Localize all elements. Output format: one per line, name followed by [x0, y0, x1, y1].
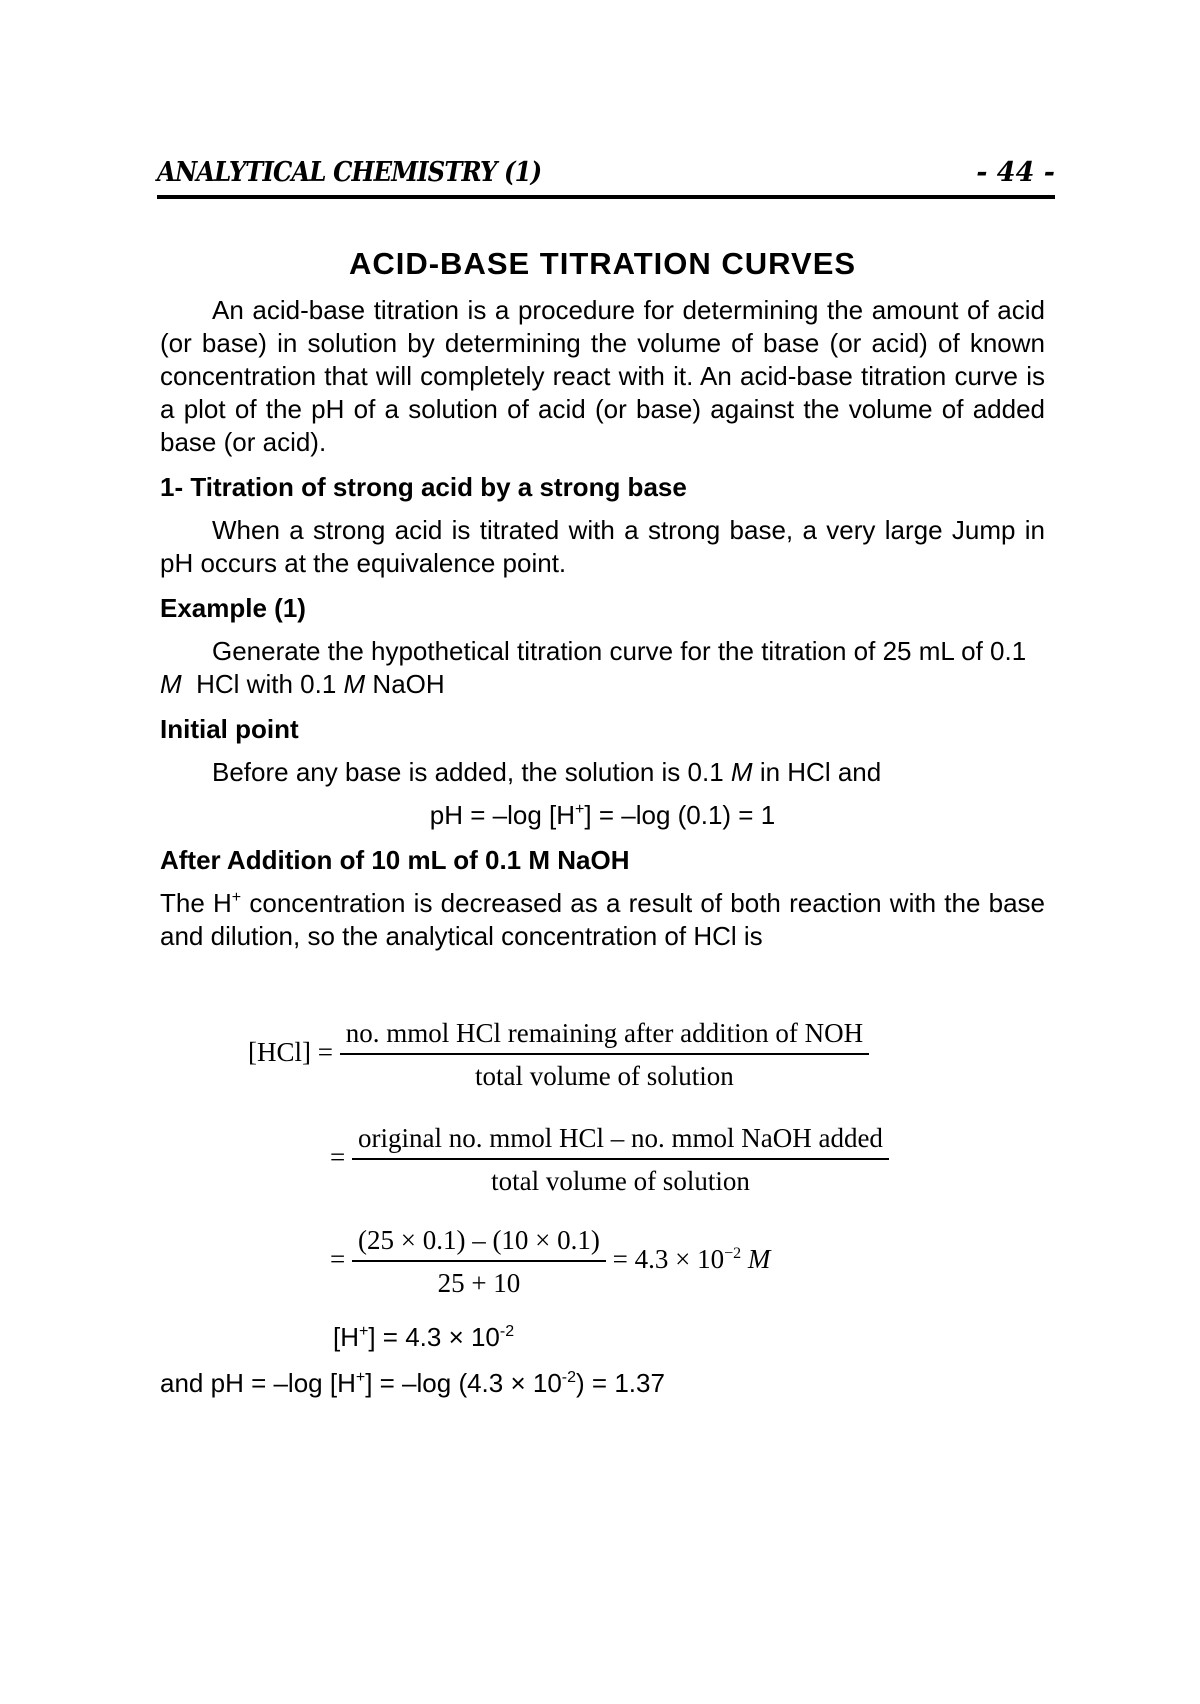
page-number: - 44 - — [976, 157, 1055, 188]
hcl-equation-3: = $\frac{(25 \times 0.1) - (10 \times 0.1)}{25 + 10}$ = $4.3 \times 10^{-2}$ M — [330, 1225, 771, 1298]
hcl-equation-1: [HCl] = $\frac{\text{no. mmol HCl remaining after addition of NOH}}{\text{total volume of solution}}$ — [248, 1018, 869, 1092]
section-1-text: When a strong acid is titrated with a strong base, a very large Jump in pH occurs at the equivalence point. — [160, 515, 1045, 578]
section-heading-1: 1- Titration of strong acid by a strong base — [160, 472, 687, 502]
h-concentration-line: $[H^+] = 4.3 \times 10^{-2}$ — [333, 1322, 515, 1352]
hcl-equation-2: = $\frac{\text{original no. mmol HCl – no. mmol NaOH added}}{\text{total volume of solution}}$ — [330, 1123, 889, 1197]
initial-point-heading: Initial point — [160, 714, 299, 744]
example-heading: Example (1) — [160, 593, 306, 623]
initial-point-text: Before any base is added, the solution is 0.1 M in HCl and — [212, 757, 882, 787]
intro-paragraph: An acid-base titration is a procedure for determining the amount of acid (or base) in solution by determining the volume of base (or acid) of known concentration that will completely react with it. An acid-base titration curve is a plot of the pH of a solution of acid (or base) against the volume of added base (or acid). — [160, 295, 1045, 457]
example-text: Generate the hypothetical titration curve for the titration of 25 mL of 0.1 M HCl with 0.1 M NaOH — [160, 636, 1027, 699]
page-header — [157, 155, 1055, 199]
ph-result-line: and pH = –log [H+] = –log $(4.3 \times 10^{-2}) = 1.37$ — [160, 1368, 665, 1398]
document-body — [160, 244, 1045, 953]
initial-ph-equation: pH = –log [H+] = –log (0.1) = 1 — [429, 800, 776, 830]
after-addition-text: The H+ concentration is decreased as a result of both reaction with the base and dilution, so the analytical concentration of HCl is — [160, 888, 1045, 951]
page-title: ACID-BASE TITRATION CURVES — [348, 246, 857, 281]
after-addition-heading: After Addition of 10 mL of 0.1 M NaOH — [160, 845, 630, 875]
header-title: ANALYTICAL CHEMISTRY (1) — [157, 157, 542, 188]
